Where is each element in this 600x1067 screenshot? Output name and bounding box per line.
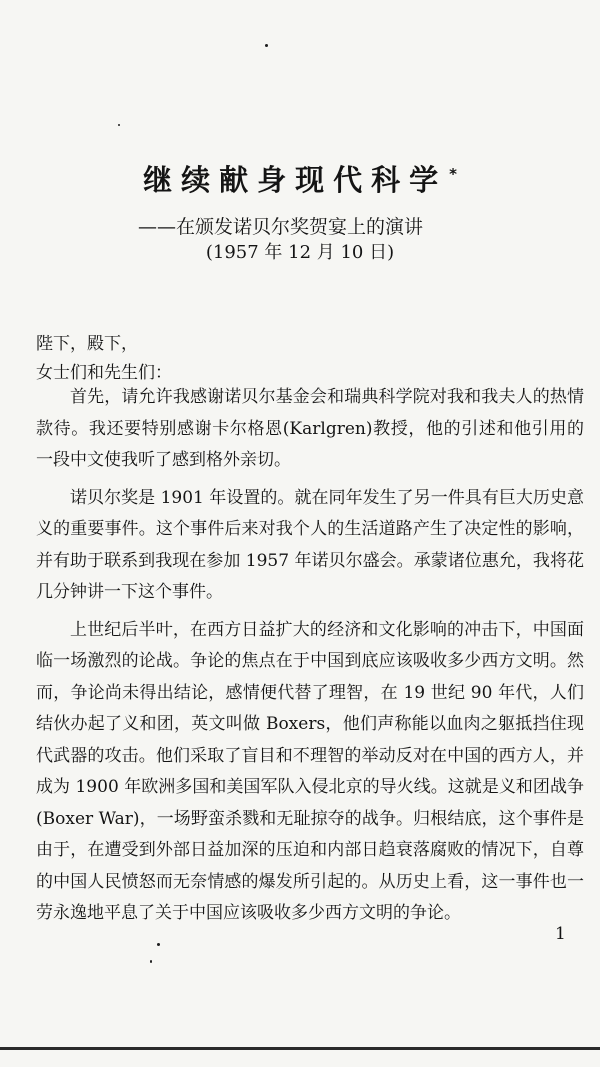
speech-body <box>36 382 584 930</box>
title-text: 继续献身现代科学 <box>143 163 448 197</box>
footnote-mark: * <box>449 165 457 184</box>
scan-speck <box>118 124 120 126</box>
document-subtitle: ——在颁发诺贝尔奖贺宴上的演讲 <box>138 216 424 238</box>
paragraph: 诺贝尔奖是 1901 年设置的。就在同年发生了另一件具有巨大历史意义的重要事件。这个事件后来对我个人的生活道路产生了决定性的影响，并有助于联系到我现在参加 1957 年诺贝尔盛会。承蒙诸位惠允，我将花几分钟讲一下这个事件。 <box>36 487 584 602</box>
salutation-line-2: 女士们和先生们： <box>36 363 172 383</box>
salutation-line-1: 陛下，殿下， <box>36 334 138 354</box>
speech-date: (1957 年 12 月 10 日) <box>205 242 395 263</box>
page-number: 1 <box>555 924 566 944</box>
scan-speck <box>157 943 160 946</box>
scan-speck <box>265 44 268 47</box>
document-title <box>0 158 600 199</box>
paragraph: 首先，请允许我感谢诺贝尔基金会和瑞典科学院对我和我夫人的热情款待。我还要特别感谢卡尔格恩(Karlgren)教授，他的引述和他引用的一段中文使我听了感到格外亲切。 <box>36 387 584 470</box>
scan-speck <box>150 960 152 963</box>
paragraph: 上世纪后半叶，在西方日益扩大的经济和文化影响的冲击下，中国面临一场激烈的论战。争论的焦点在于中国到底应该吸收多少西方文明。然而，争论尚未得出结论，感情便代替了理智，在 19 世纪 90 年代，人们结伙办起了义和团，英文叫做 Boxers，他们声称能以血肉之躯抵挡住现代武器的攻击。他们采取了盲目和不理智的举动反对在中国的西方人，并成为 1900 年欧洲多国和美国军队入侵北京的导火线。这就是义和团战争(Boxer War)，一场野蛮杀戮和无耻掠夺的战争。归根结底，这个事件是由于，在遭受到外部日益加深的压迫和内部日趋衰落腐败的情况下，自尊的中国人民愤怒而无奈情感的爆发所引起的。从历史上看，这一事件也一劳永逸地平息了关于中国应该吸收多少西方文明的争论。 <box>36 619 584 923</box>
page-edge-rule <box>0 1047 600 1050</box>
